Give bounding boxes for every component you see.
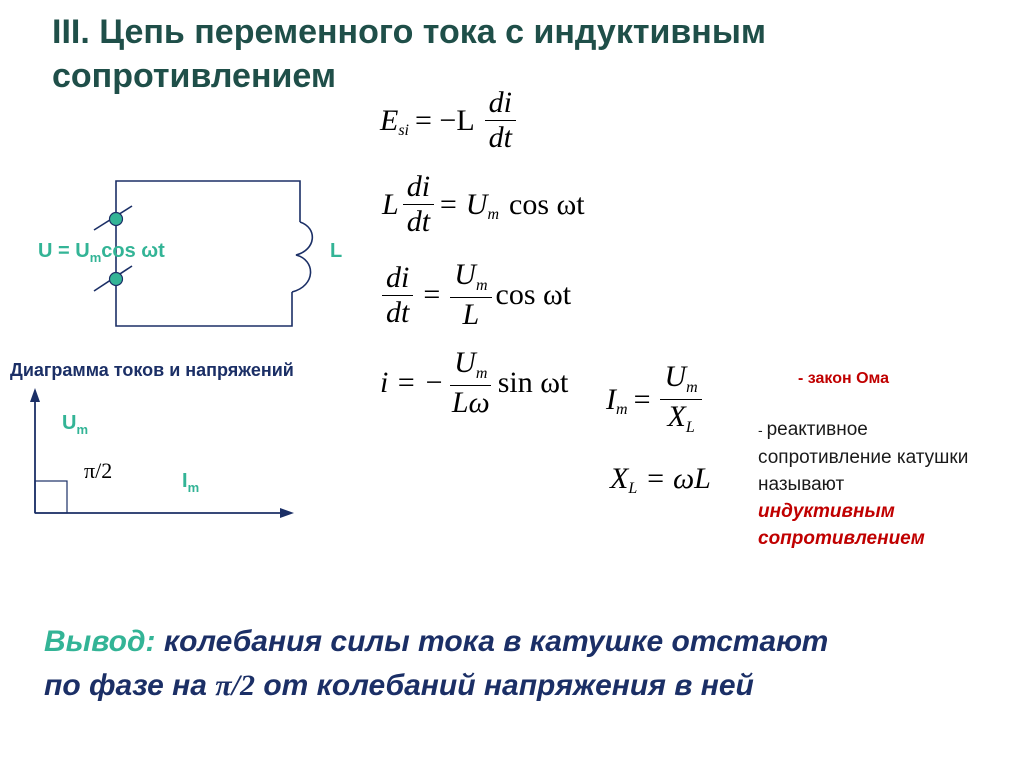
phasor-u-label: $U_m$ <box>62 412 89 437</box>
phasor-i-label: $I_m$ <box>182 470 200 495</box>
ohm-law-note: - закон Ома <box>798 370 890 387</box>
u-arrow-head <box>30 388 40 402</box>
source-voltage-label: $U = U_m\cos$ ωt <box>38 240 165 265</box>
angle-label: π/2 <box>84 458 113 483</box>
conclusion-line-2: по фазе на π/2 от колебаний напряжения в ней <box>44 669 754 702</box>
formula-current: i = − $\frac{U_m}{L\omega}$ sin ωt <box>380 346 569 419</box>
title-line-1: III. Цепь переменного тока с индуктивным <box>52 13 767 51</box>
i-arrow-head <box>280 508 294 518</box>
formula-emf: E si = −L $\frac{di}{dt}$ <box>380 86 520 155</box>
phasor-axes <box>30 388 294 518</box>
conclusion <box>44 620 1004 708</box>
right-angle-mark <box>35 481 67 513</box>
wire-bottom <box>116 282 292 326</box>
wire-top <box>116 181 300 222</box>
reactance-note: - реактивное сопротивление катушки называют индуктивным сопротивлением <box>758 419 969 549</box>
formula-current-derivative: $\frac{di}{dt}$ = $\frac{U_m}{L}$ cos ωt <box>378 258 571 332</box>
inductor-coil <box>292 222 312 292</box>
formula-ohm-law: I m = $\frac{U_m}{X_L}$ <box>606 360 706 439</box>
title-line-2: сопротивлением <box>52 57 337 95</box>
terminal-top <box>110 213 123 226</box>
formula-voltage-eq: L $\frac{di}{dt}$ = U m cos ωt <box>382 170 585 238</box>
terminal-bottom <box>110 273 123 286</box>
formula-inductive-reactance: X L = ωL <box>610 462 711 497</box>
diagram-title: Диаграмма токов и напряжений <box>10 360 294 380</box>
conclusion-line-1: Вывод: колебания силы тока в катушке отстают <box>44 625 829 658</box>
inductor-label: L <box>330 240 343 262</box>
